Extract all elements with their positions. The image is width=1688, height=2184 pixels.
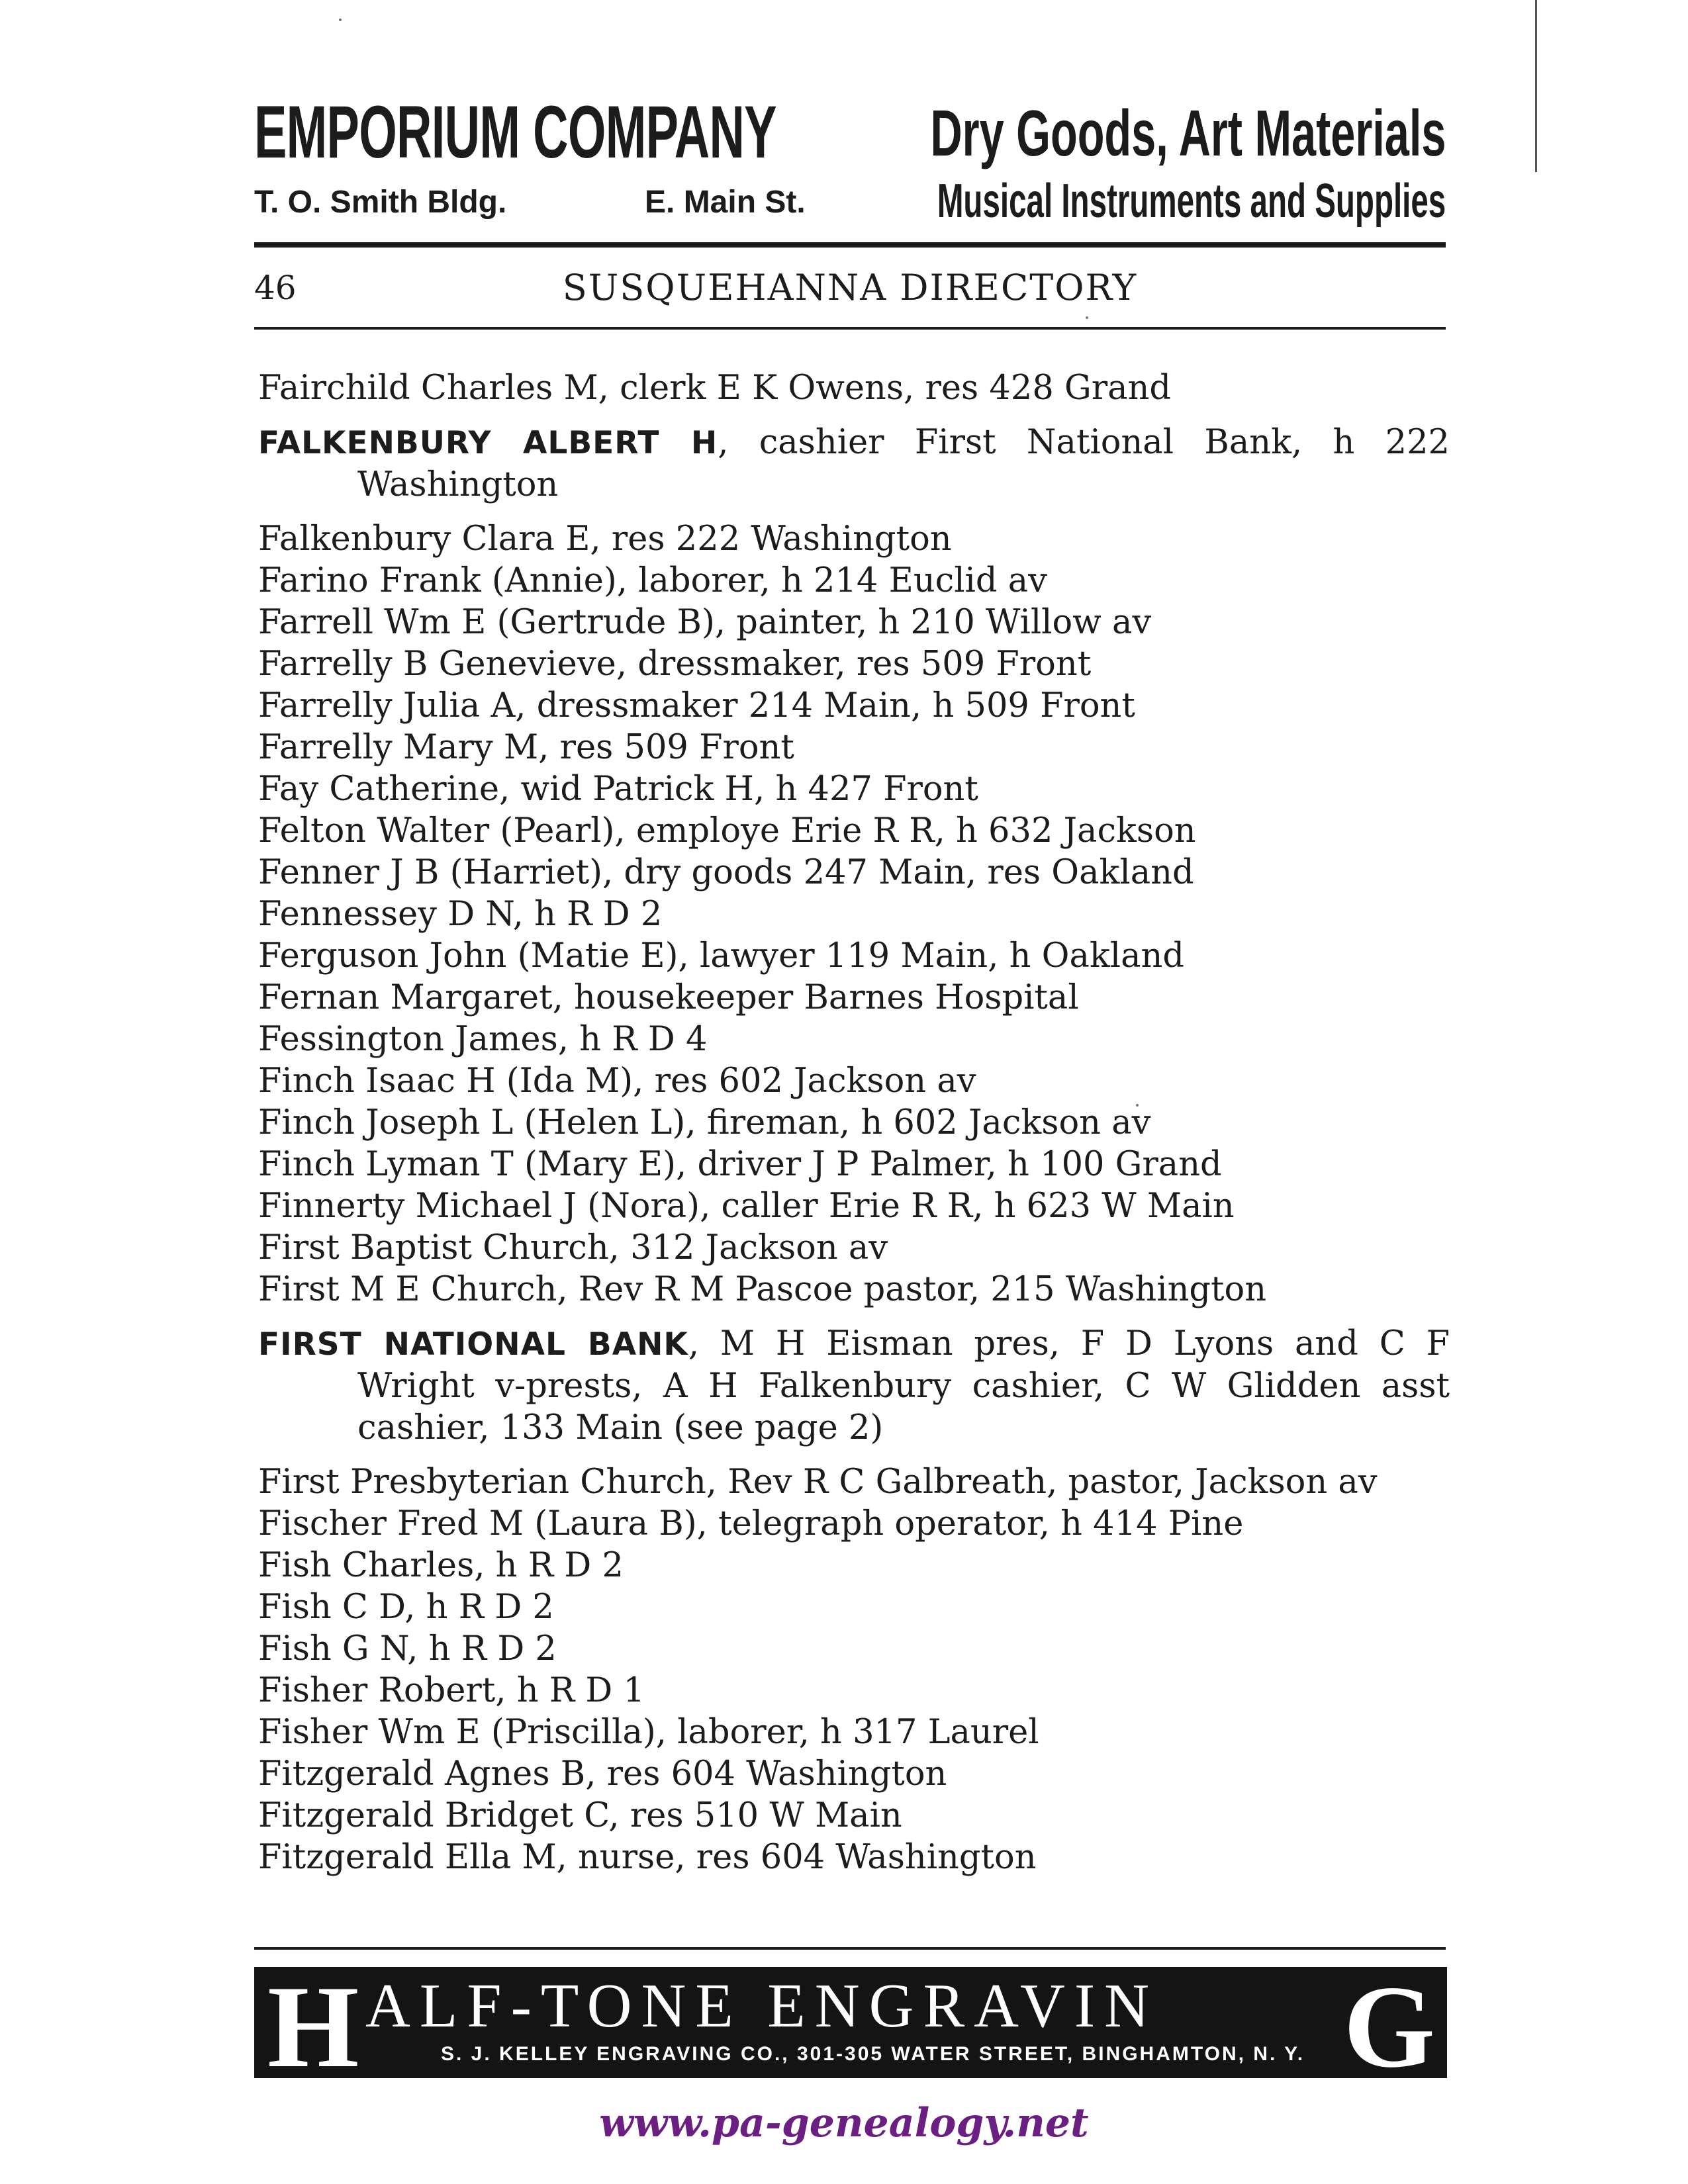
running-head-rule [254, 327, 1446, 330]
footer-ad-initial: H [267, 1967, 359, 2078]
entry-text: Fitzgerald Agnes B, res 604 Washington [258, 1754, 947, 1794]
website-link[interactable]: www.pa-genealogy.net [599, 2100, 1089, 2146]
entry-text: Farrelly B Genevieve, dressmaker, res 509 Front [258, 645, 1092, 684]
header-rule [254, 242, 1446, 248]
directory-entry [258, 560, 1450, 602]
footer-rule [254, 1947, 1446, 1950]
entry-text: Ferguson John (Matie E), lawyer 119 Main, h Oakland [258, 936, 1185, 976]
entry-text: Fish Charles, h R D 2 [258, 1546, 624, 1585]
entry-text: Fay Catherine, wid Patrick H, h 427 Front [258, 770, 978, 809]
directory-entries [258, 367, 1450, 1878]
ad-building: T. O. Smith Bldg. [254, 185, 507, 220]
entry-text: Farrelly Julia A, dressmaker 214 Main, h 509 Front [258, 686, 1135, 725]
entry-text: Fish G N, h R D 2 [258, 1629, 557, 1668]
ad-company-name: EMPORIUM COMPANY [254, 91, 776, 173]
entry-text: Fenner J B (Harriet), dry goods 247 Main, res Oakland [258, 853, 1194, 892]
directory-title: SUSQUEHANNA DIRECTORY [562, 267, 1138, 308]
entry-text: , cashier First National Bank, h 222 Washington [357, 423, 1450, 504]
ad-instruments-line: Musical Instruments and Supplies [937, 175, 1446, 228]
directory-entry [258, 1586, 1450, 1628]
page-number: 46 [254, 269, 297, 307]
entry-bold-name: FIRST NATIONAL BANK [258, 1326, 688, 1363]
entry-text: Fernan Margaret, housekeeper Barnes Hospital [258, 978, 1079, 1017]
entry-text: Fitzgerald Bridget C, res 510 W Main [258, 1796, 902, 1835]
directory-entry [258, 602, 1450, 643]
directory-entry [258, 935, 1450, 977]
directory-entry [258, 643, 1450, 685]
entry-bold-name: FALKENBURY ALBERT H [258, 425, 718, 461]
ad-street: E. Main St. [645, 185, 806, 220]
directory-entry [258, 1185, 1450, 1227]
directory-entry [258, 422, 1450, 506]
footer-ad-final-letter: G [1343, 1967, 1435, 2078]
entry-text: First Presbyterian Church, Rev R C Galbreath, pastor, Jackson av [258, 1463, 1378, 1502]
footer-ad-title: ALF-TONE ENGRAVIN [365, 1972, 1159, 2040]
entry-text: Fessington James, h R D 4 [258, 1020, 708, 1059]
directory-entry [258, 367, 1450, 409]
entry-text: Farrelly Mary M, res 509 Front [258, 728, 794, 767]
entry-text: Fischer Fred M (Laura B), telegraph operator, h 414 Pine [258, 1504, 1244, 1543]
directory-entry [258, 893, 1450, 935]
entry-text: Finch Lyman T (Mary E), driver J P Palmer, h 100 Grand [258, 1145, 1222, 1184]
scan-edge-line [1535, 0, 1537, 172]
entry-text: First Baptist Church, 312 Jackson av [258, 1228, 888, 1267]
entry-text: Fisher Robert, h R D 1 [258, 1671, 645, 1710]
header-advertisement [254, 93, 1446, 232]
directory-entry [258, 1323, 1450, 1449]
directory-entry [258, 977, 1450, 1019]
entry-text: Finch Isaac H (Ida M), res 602 Jackson av [258, 1062, 976, 1101]
scan-speck [339, 19, 342, 21]
directory-entry [258, 1019, 1450, 1060]
entry-text: First M E Church, Rev R M Pascoe pastor, 215 Washington [258, 1270, 1267, 1309]
directory-entry [258, 1795, 1450, 1837]
directory-entry [258, 1670, 1450, 1711]
entry-text: Farrell Wm E (Gertrude B), painter, h 210 Willow av [258, 603, 1152, 642]
directory-entry [258, 810, 1450, 852]
directory-entry [258, 685, 1450, 727]
directory-entry [258, 768, 1450, 810]
directory-entry [258, 1628, 1450, 1670]
footer-advertisement [254, 1967, 1447, 2078]
ad-goods-line: Dry Goods, Art Materials [930, 97, 1446, 169]
directory-entry [258, 1102, 1450, 1144]
directory-entry [258, 1711, 1450, 1753]
entry-text: Fairchild Charles M, clerk E K Owens, res 428 Grand [258, 369, 1171, 408]
directory-entry [258, 1837, 1450, 1878]
entry-text: Finnerty Michael J (Nora), caller Erie R R, h 623 W Main [258, 1187, 1235, 1226]
directory-entry [258, 1060, 1450, 1102]
running-head [254, 265, 1446, 311]
scan-speck [1086, 316, 1088, 319]
entry-text: , M H Eisman pres, F D Lyons and C F Wright v-prests, A H Falkenbury cashier, C W Glidden asst cashier, 133 Main (see page 2) [357, 1324, 1450, 1447]
entry-text: Fennessey D N, h R D 2 [258, 895, 663, 934]
entry-text: Falkenbury Clara E, res 222 Washington [258, 520, 952, 559]
directory-entry [258, 1461, 1450, 1503]
directory-entry [258, 518, 1450, 560]
directory-entry [258, 1144, 1450, 1185]
directory-entry [258, 852, 1450, 893]
directory-entry [258, 1269, 1450, 1310]
directory-entry [258, 1753, 1450, 1795]
entry-text: Farino Frank (Annie), laborer, h 214 Euclid av [258, 561, 1047, 600]
entry-text: Fish C D, h R D 2 [258, 1588, 554, 1627]
entry-text: Fisher Wm E (Priscilla), laborer, h 317 Laurel [258, 1713, 1039, 1752]
directory-entry [258, 1503, 1450, 1545]
entry-text: Finch Joseph L (Helen L), fireman, h 602 Jackson av [258, 1103, 1151, 1142]
entry-text: Felton Walter (Pearl), employe Erie R R, h 632 Jackson [258, 811, 1196, 850]
directory-entry [258, 1545, 1450, 1586]
footer-ad-subline: S. J. KELLEY ENGRAVING CO., 301-305 WATER STREET, BINGHAMTON, N. Y. [441, 2043, 1305, 2065]
entry-text: Fitzgerald Ella M, nurse, res 604 Washington [258, 1838, 1037, 1877]
directory-entry [258, 1227, 1450, 1269]
directory-entry [258, 727, 1450, 768]
